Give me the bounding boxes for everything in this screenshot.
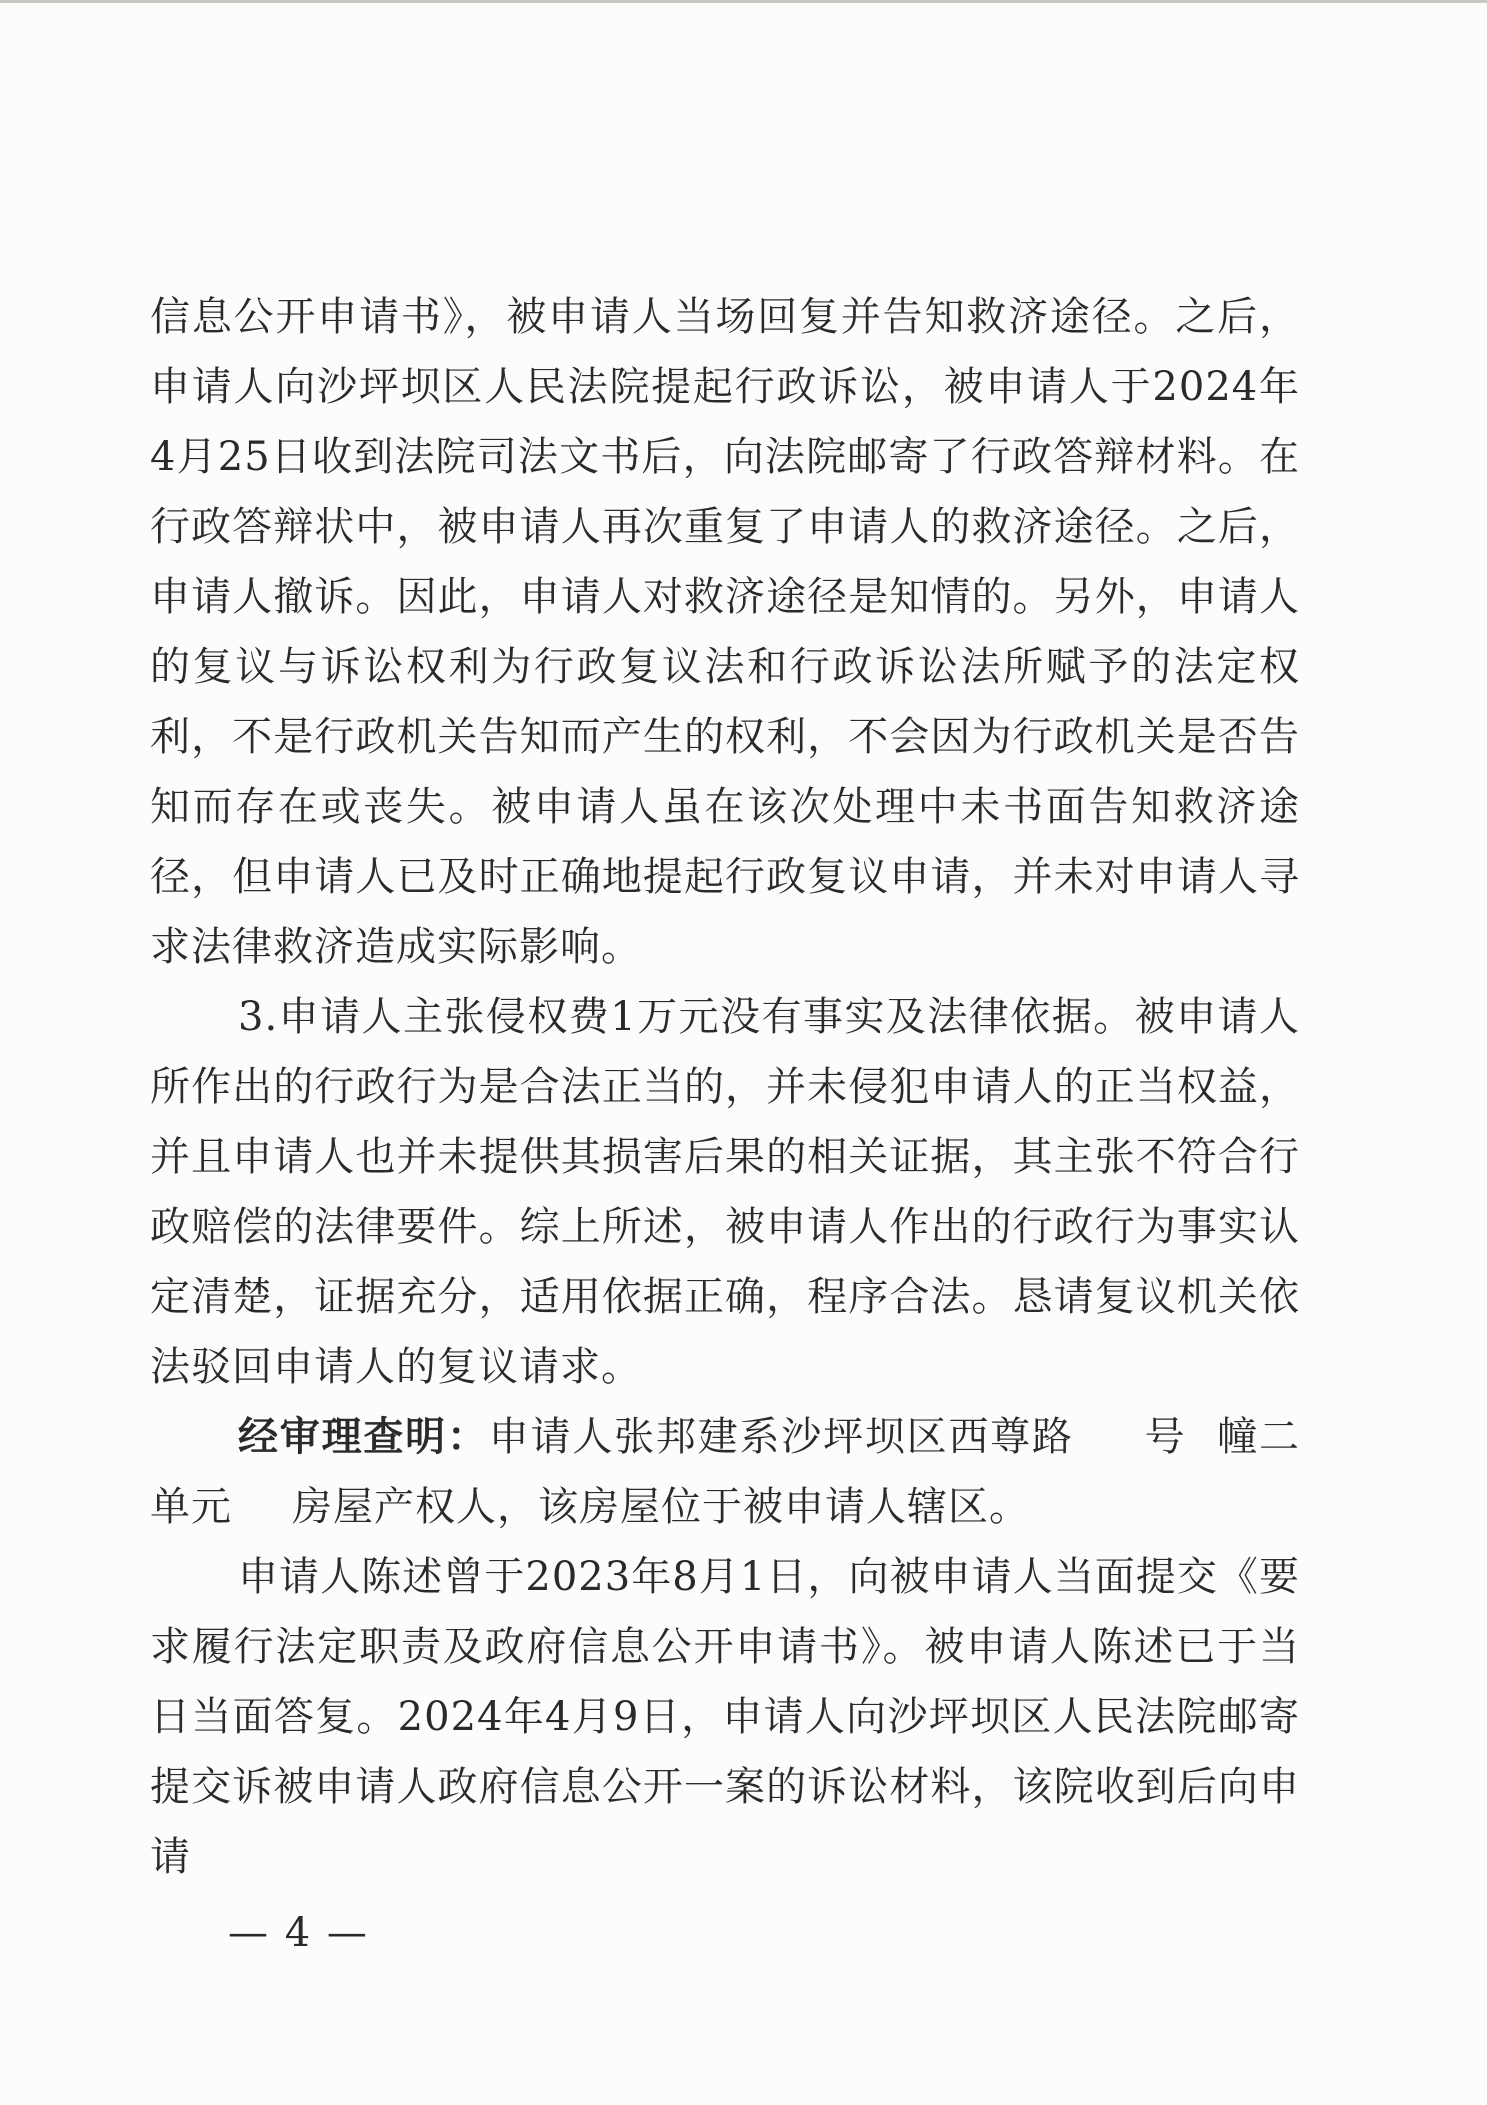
findings-text-2: 号 — [1143, 1414, 1187, 1460]
findings-text-3: 幢二单元 — [150, 1414, 1301, 1530]
findings-heading: 经审理查明： — [238, 1414, 489, 1460]
page-number: — 4 — — [228, 1910, 369, 1956]
paragraph-remedy-notice: 信息公开申请书》，被申请人当场回复并告知救济途径。之后，申请人向沙坪坝区人民法院提起行政诉讼，被申请人于2024年4月25日收到法院司法文书后，向法院邮寄了行政答辩材料。在行政答辩状中，被申请人再次重复了申请人的救济途径。之后，申请人撤诉。因此，申请人对救济途径是知情的。另外，申请人的复议与诉讼权利为行政复议法和行政诉讼法所赋予的法定权利，不是行政机关告知而产生的权利，不会因为行政机关是否告知而存在或丧失。被申请人虽在该次处理中未书面告知救济途径，但申请人已及时正确地提起行政复议申请，并未对申请人寻求法律救济造成实际影响。 — [150, 294, 1300, 970]
scan-top-edge — [0, 0, 1487, 3]
paragraph-findings — [150, 1402, 1300, 1542]
findings-text-4: 房屋产权人，该房屋位于被申请人辖区。 — [292, 1484, 1030, 1530]
findings-text-1: 申请人张邦建系沙坪坝区西尊路 — [488, 1414, 1074, 1460]
document-body — [150, 282, 1300, 1892]
paragraph-applicant-statement: 申请人陈述曾于2023年8月1日，向被申请人当面提交《要求履行法定职责及政府信息公开申请书》。被申请人陈述已于当日当面答复。2024年4月9日，申请人向沙坪坝区人民法院邮寄提交诉被申请人政府信息公开一案的诉讼材料，该院收到后向申请 — [150, 1554, 1300, 1880]
paragraph-compensation-claim: 3.申请人主张侵权费1万元没有事实及法律依据。被申请人所作出的行政行为是合法正当的，并未侵犯申请人的正当权益，并且申请人也并未提供其损害后果的相关证据，其主张不符合行政赔偿的法律要件。综上所述，被申请人作出的行政行为事实认定清楚，证据充分，适用依据正确，程序合法。恳请复议机关依法驳回申请人的复议请求。 — [150, 994, 1300, 1390]
